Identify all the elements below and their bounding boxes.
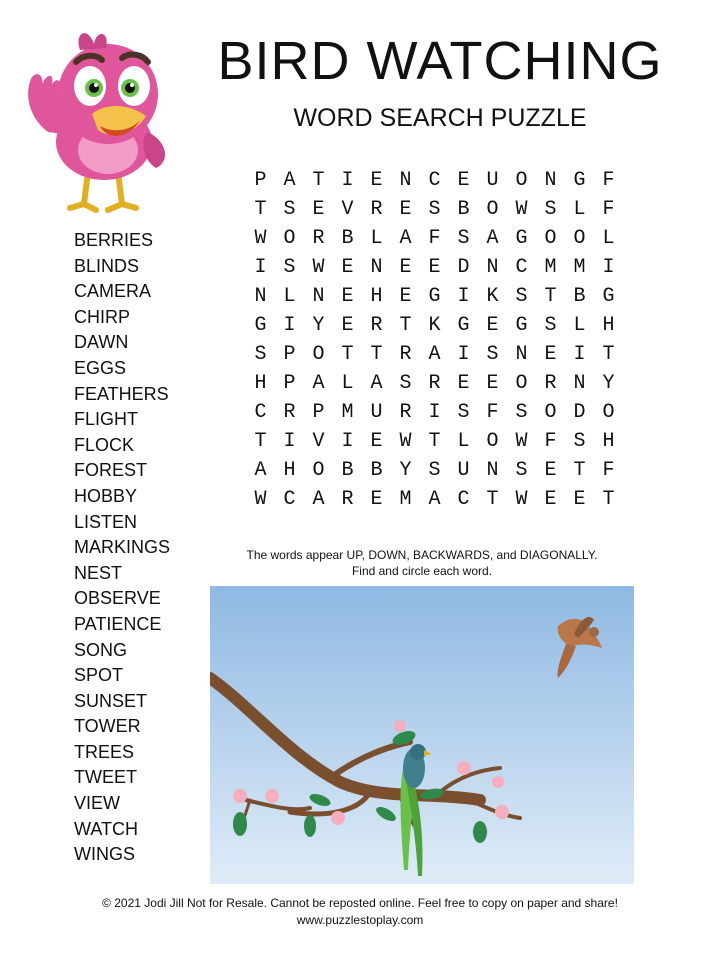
grid-cell[interactable]: O [544, 227, 557, 250]
grid-cell[interactable]: E [544, 488, 557, 511]
grid-cell[interactable]: R [312, 227, 325, 250]
grid-cell[interactable]: F [602, 169, 615, 192]
word-list-item: TREES [74, 741, 135, 762]
grid-cell[interactable]: E [486, 314, 499, 337]
grid-cell[interactable]: T [370, 343, 383, 366]
grid-cell[interactable]: K [428, 314, 441, 337]
grid-row [246, 485, 623, 514]
grid-cell[interactable]: S [486, 343, 499, 366]
grid-cell[interactable]: O [312, 459, 325, 482]
grid-cell[interactable]: V [312, 430, 325, 453]
grid-cell[interactable]: R [341, 488, 354, 511]
page-title: BIRD WATCHING [217, 31, 663, 91]
grid-cell[interactable]: G [254, 314, 267, 337]
grid-cell[interactable]: G [602, 285, 615, 308]
grid-row [246, 195, 623, 224]
grid-cell[interactable]: I [283, 314, 296, 337]
grid-cell[interactable]: M [544, 256, 557, 279]
grid-cell[interactable]: L [283, 285, 296, 308]
grid-cell[interactable]: L [341, 372, 354, 395]
grid-cell[interactable]: E [341, 256, 354, 279]
grid-row [246, 224, 623, 253]
footer [0, 895, 720, 929]
grid-cell[interactable]: C [428, 169, 441, 192]
grid-cell[interactable]: E [370, 169, 383, 192]
grid-cell[interactable]: G [515, 227, 528, 250]
grid-cell[interactable]: L [370, 227, 383, 250]
grid-cell[interactable]: L [573, 198, 586, 221]
grid-cell[interactable]: E [457, 372, 470, 395]
grid-cell[interactable]: P [254, 169, 267, 192]
grid-cell[interactable]: O [515, 169, 528, 192]
grid-cell[interactable]: A [428, 488, 441, 511]
grid-cell[interactable]: E [399, 285, 412, 308]
grid-cell[interactable]: A [370, 372, 383, 395]
word-list-item: SUNSET [74, 690, 148, 711]
grid-cell[interactable]: N [254, 285, 267, 308]
grid-cell[interactable]: R [283, 401, 296, 424]
grid-cell[interactable]: S [573, 430, 586, 453]
grid-cell[interactable]: A [312, 488, 325, 511]
grid-cell[interactable]: K [486, 285, 499, 308]
grid-cell[interactable]: F [486, 401, 499, 424]
grid-cell[interactable]: A [254, 459, 267, 482]
word-list-item: FEATHERS [74, 383, 169, 404]
word-list-item: DAWN [74, 332, 129, 353]
grid-cell[interactable]: P [312, 401, 325, 424]
grid-cell[interactable]: L [457, 430, 470, 453]
grid-row [246, 398, 623, 427]
grid-cell[interactable]: C [283, 488, 296, 511]
grid-cell[interactable]: S [544, 198, 557, 221]
word-list-item: NEST [74, 562, 123, 583]
instructions-line: Find and circle each word. [351, 564, 493, 578]
grid-cell[interactable]: P [283, 343, 296, 366]
grid-cell[interactable]: E [544, 459, 557, 482]
grid-cell[interactable]: T [312, 169, 325, 192]
grid-cell[interactable]: S [544, 314, 557, 337]
grid-cell[interactable]: P [283, 372, 296, 395]
word-list-item: CHIRP [74, 306, 131, 327]
grid-cell[interactable]: O [486, 430, 499, 453]
word-list-item: FOREST [74, 460, 148, 481]
grid-cell[interactable]: U [457, 459, 470, 482]
grid-cell[interactable]: M [341, 401, 354, 424]
grid-cell[interactable]: O [486, 198, 499, 221]
grid-cell[interactable]: Y [312, 314, 325, 337]
grid-cell[interactable]: W [515, 488, 528, 511]
grid-cell[interactable]: H [283, 459, 296, 482]
grid-cell[interactable]: N [370, 256, 383, 279]
grid-cell[interactable]: E [341, 314, 354, 337]
page-subtitle: WORD SEARCH PUZZLE [293, 104, 587, 132]
grid-cell[interactable]: N [399, 169, 412, 192]
grid-cell[interactable]: F [602, 198, 615, 221]
grid-cell[interactable]: T [544, 285, 557, 308]
grid-cell[interactable]: I [428, 401, 441, 424]
grid-cell[interactable]: B [573, 285, 586, 308]
grid-cell[interactable]: B [457, 198, 470, 221]
grid-cell[interactable]: O [312, 343, 325, 366]
grid-cell[interactable]: O [602, 401, 615, 424]
grid-cell[interactable]: T [602, 343, 615, 366]
grid-cell[interactable]: W [312, 256, 325, 279]
grid-cell[interactable]: E [457, 169, 470, 192]
grid-cell[interactable]: U [486, 169, 499, 192]
grid-cell[interactable]: T [254, 198, 267, 221]
grid-cell[interactable]: I [254, 256, 267, 279]
grid-row [246, 166, 623, 195]
grid-cell[interactable]: S [457, 227, 470, 250]
grid-cell[interactable]: T [486, 488, 499, 511]
grid-cell[interactable]: B [370, 459, 383, 482]
grid-row [246, 340, 623, 369]
grid-cell[interactable]: E [370, 430, 383, 453]
grid-cell[interactable]: M [573, 256, 586, 279]
grid-cell[interactable]: E [312, 198, 325, 221]
grid-cell[interactable]: T [602, 488, 615, 511]
grid-cell[interactable]: R [370, 198, 383, 221]
grid-cell[interactable]: E [573, 488, 586, 511]
grid-cell[interactable]: F [544, 430, 557, 453]
grid-cell[interactable]: I [341, 169, 354, 192]
grid-cell[interactable]: Y [602, 372, 615, 395]
grid-cell[interactable]: R [544, 372, 557, 395]
grid-cell[interactable]: S [428, 198, 441, 221]
grid-cell[interactable]: L [573, 314, 586, 337]
letter-grid [246, 166, 623, 514]
grid-cell[interactable]: N [486, 459, 499, 482]
grid-cell[interactable]: N [544, 169, 557, 192]
grid-cell[interactable]: N [573, 372, 586, 395]
grid-cell[interactable]: R [428, 372, 441, 395]
grid-cell[interactable]: W [399, 430, 412, 453]
grid-row [246, 369, 623, 398]
instructions-line: The words appear UP, DOWN, BACKWARDS, and DIAGONALLY. [246, 548, 598, 562]
grid-cell[interactable]: R [370, 314, 383, 337]
grid-cell[interactable]: M [399, 488, 412, 511]
word-list-item: BERRIES [74, 230, 154, 250]
word-list-item: LISTEN [74, 511, 138, 532]
grid-row [246, 282, 623, 311]
grid-cell[interactable]: V [341, 198, 354, 221]
grid-cell[interactable]: F [428, 227, 441, 250]
grid-cell[interactable]: A [486, 227, 499, 250]
grid-cell[interactable]: E [399, 198, 412, 221]
grid-cell[interactable]: G [573, 169, 586, 192]
word-list-item: TOWER [74, 716, 141, 737]
grid-cell[interactable]: I [341, 430, 354, 453]
word-list-item: TWEET [74, 767, 137, 788]
grid-cell[interactable]: H [370, 285, 383, 308]
word-list-item: SPOT [74, 665, 124, 686]
grid-cell[interactable]: S [283, 198, 296, 221]
grid-cell[interactable]: C [254, 401, 267, 424]
grid-cell[interactable]: O [515, 372, 528, 395]
grid-cell[interactable]: T [428, 430, 441, 453]
grid-cell[interactable]: U [370, 401, 383, 424]
grid-cell[interactable]: I [457, 343, 470, 366]
word-list-item: SONG [74, 639, 128, 660]
grid-cell[interactable]: Y [399, 459, 412, 482]
grid-cell[interactable]: G [515, 314, 528, 337]
grid-row [246, 456, 623, 485]
grid-cell[interactable]: N [486, 256, 499, 279]
word-list [74, 228, 170, 868]
grid-cell[interactable]: G [457, 314, 470, 337]
grid-cell[interactable]: S [254, 343, 267, 366]
grid-cell[interactable]: B [341, 227, 354, 250]
grid-cell[interactable]: S [283, 256, 296, 279]
grid-cell[interactable]: S [428, 459, 441, 482]
grid-cell[interactable]: H [602, 314, 615, 337]
grid-cell[interactable]: A [283, 169, 296, 192]
word-list-item: HOBBY [74, 485, 138, 506]
grid-cell[interactable]: A [399, 227, 412, 250]
grid-cell[interactable]: L [602, 227, 615, 250]
grid-cell[interactable]: N [312, 285, 325, 308]
grid-cell[interactable]: A [312, 372, 325, 395]
grid-cell[interactable]: E [399, 256, 412, 279]
word-list-item: CAMERA [74, 281, 152, 302]
instructions [210, 547, 634, 579]
grid-cell[interactable]: R [399, 343, 412, 366]
grid-cell[interactable]: B [341, 459, 354, 482]
word-list-item: MARKINGS [74, 537, 171, 558]
grid-cell[interactable]: I [457, 285, 470, 308]
grid-cell[interactable]: H [254, 372, 267, 395]
grid-cell[interactable]: T [399, 314, 412, 337]
word-list-item: EGGS [74, 357, 127, 378]
grid-cell[interactable]: S [399, 372, 412, 395]
grid-cell[interactable]: O [544, 401, 557, 424]
word-list-item: VIEW [74, 793, 121, 814]
word-list-item: PATIENCE [74, 613, 162, 634]
grid-cell[interactable]: O [283, 227, 296, 250]
grid-row [246, 311, 623, 340]
grid-cell[interactable]: T [573, 459, 586, 482]
grid-cell[interactable]: E [544, 343, 557, 366]
grid-cell[interactable]: S [515, 459, 528, 482]
word-list-item: WINGS [74, 844, 135, 865]
grid-cell[interactable]: F [602, 459, 615, 482]
grid-cell[interactable]: E [370, 488, 383, 511]
grid-cell[interactable]: E [486, 372, 499, 395]
grid-row [246, 427, 623, 456]
grid-cell[interactable]: W [254, 227, 267, 250]
grid-cell[interactable]: S [457, 401, 470, 424]
grid-cell[interactable]: T [254, 430, 267, 453]
grid-cell[interactable]: E [341, 285, 354, 308]
bird-on-branch-illustration [210, 586, 634, 884]
grid-cell[interactable]: O [573, 227, 586, 250]
word-list-item: FLIGHT [74, 409, 139, 430]
grid-cell[interactable]: R [399, 401, 412, 424]
grid-cell[interactable]: T [341, 343, 354, 366]
website-url: www.puzzlestoplay.com [296, 913, 424, 927]
pink-bird-mascot-icon [18, 22, 188, 217]
grid-cell[interactable]: C [457, 488, 470, 511]
grid-cell[interactable]: I [602, 256, 615, 279]
grid-cell[interactable]: H [602, 430, 615, 453]
grid-cell[interactable]: E [428, 256, 441, 279]
grid-cell[interactable]: W [515, 198, 528, 221]
word-list-item: WATCH [74, 818, 138, 839]
grid-cell[interactable]: W [515, 430, 528, 453]
grid-cell[interactable]: A [428, 343, 441, 366]
grid-cell[interactable]: I [283, 430, 296, 453]
word-list-item: BLINDS [74, 255, 140, 276]
copyright-notice: © 2021 Jodi Jill Not for Resale. Cannot be reposted online. Feel free to copy on paper and share! [102, 896, 618, 910]
grid-cell[interactable]: C [515, 256, 528, 279]
grid-row [246, 253, 623, 282]
grid-cell[interactable]: N [515, 343, 528, 366]
word-list-item: FLOCK [74, 434, 135, 455]
grid-cell[interactable]: S [515, 401, 528, 424]
grid-cell[interactable]: D [573, 401, 586, 424]
grid-cell[interactable]: W [254, 488, 267, 511]
word-list-item: OBSERVE [74, 588, 161, 609]
grid-cell[interactable]: S [515, 285, 528, 308]
grid-cell[interactable]: G [428, 285, 441, 308]
grid-cell[interactable]: D [457, 256, 470, 279]
grid-cell[interactable]: I [573, 343, 586, 366]
